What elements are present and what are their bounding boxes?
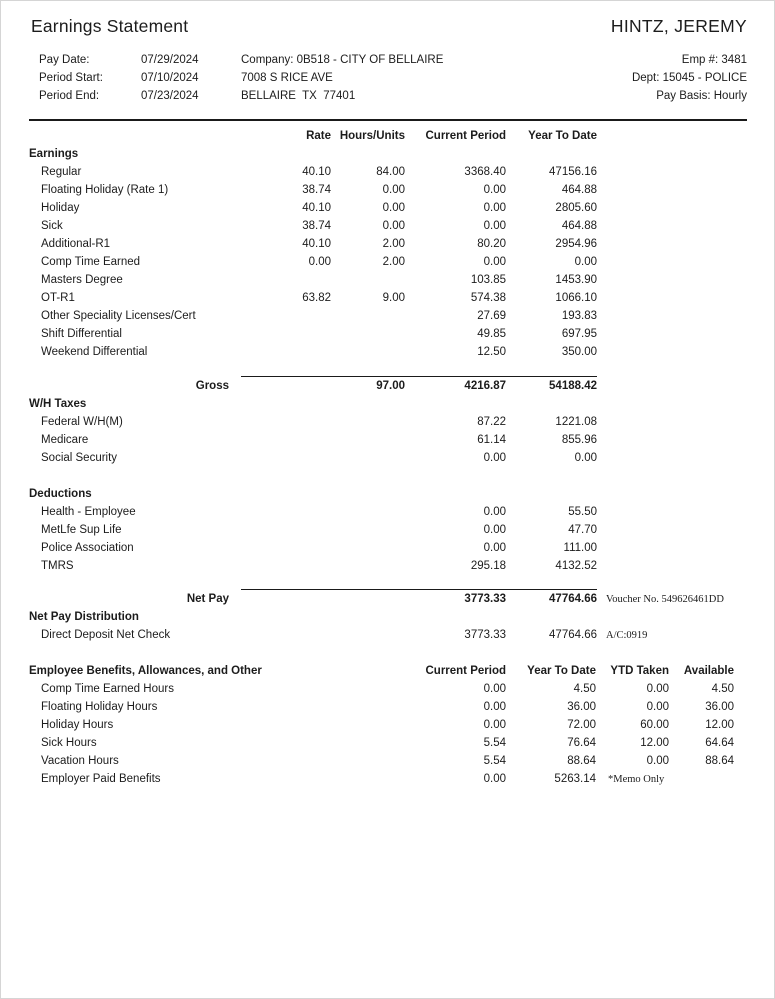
ytd-cell: 0.00 [574,256,597,268]
table-row [29,752,747,770]
hours-cell: 2.00 [382,238,405,250]
ytd-cell: 55.50 [568,506,597,518]
current-cell: 61.14 [477,434,506,446]
earning-label: Regular [41,166,82,178]
rate-cell: 40.10 [302,166,331,178]
deductions-section-label: Deductions [29,488,92,500]
hours-units-header: Hours/Units [339,130,405,142]
ytd-cell: 1066.10 [555,292,597,304]
table-row [29,698,747,716]
current-cell: 574.38 [470,292,506,304]
ytd-cell: 1221.08 [555,416,597,428]
pay-date-row [39,51,241,69]
benefit-label: Comp Time Earned Hours [41,683,174,695]
column-header-row [29,127,747,145]
deduction-label: TMRS [41,560,74,572]
hours-cell: 2.00 [382,256,405,268]
ytd-cell: 697.95 [561,328,597,340]
year-to-date-header: Year To Date [528,130,597,142]
table-row [29,343,747,361]
earning-label: Masters Degree [41,274,123,286]
employee-name: HINTZ, JEREMY [610,16,747,36]
table-row [29,539,747,557]
benefits-current-period-header: Current Period [425,665,506,677]
net-pay-distribution-label: Net Pay Distribution [29,611,139,623]
gross-ytd: 54188.42 [549,380,597,392]
taken-cell: 0.00 [646,755,669,767]
rate-cell: 38.74 [302,220,331,232]
current-cell: 3368.40 [464,166,506,178]
earning-label: Additional-R1 [41,238,111,250]
current-cell: 49.85 [477,328,506,340]
account-number: A/C:0919 [606,629,648,641]
earning-label: Holiday [41,202,80,214]
ytd-cell: 5263.14 [554,773,596,785]
table-row [29,449,747,467]
benefits-section-label: Employee Benefits, Allowances, and Other [29,665,262,677]
earning-label: OT-R1 [41,292,75,304]
earnings-section-label: Earnings [29,148,79,160]
table-row [29,734,747,752]
taken-cell: 12.00 [640,737,669,749]
pay-date-value: 07/29/2024 [141,54,199,66]
available-cell: 4.50 [711,683,734,695]
table-row [29,235,747,253]
current-cell: 5.54 [483,737,506,749]
gross-total-row [29,377,747,395]
table-row [29,680,747,698]
current-cell: 0.00 [483,683,506,695]
gross-current: 4216.87 [464,380,506,392]
current-cell: 0.00 [483,506,506,518]
voucher-number: Voucher No. 549626461DD [606,593,724,605]
benefit-label: Sick Hours [41,737,97,749]
table-row [29,253,747,271]
earnings-section-header [29,145,747,163]
ytd-cell: 0.00 [574,452,597,464]
current-cell: 12.50 [477,346,506,358]
benefit-label: Employer Paid Benefits [41,773,161,785]
rate-cell: 0.00 [308,256,331,268]
rate-header: Rate [306,130,331,142]
ytd-cell: 111.00 [563,542,597,554]
current-cell: 0.00 [483,220,506,232]
memo-only-note: *Memo Only [608,773,665,785]
document-header [1,1,774,37]
period-end-row [39,87,241,105]
company-line: Company: 0B518 - CITY OF BELLAIRE [241,54,444,66]
rate-cell: 63.82 [302,292,331,304]
ytd-cell: 350.00 [561,346,597,358]
period-start-row [39,69,241,87]
page-title: Earnings Statement [31,16,189,36]
net-pay-ytd: 47764.66 [549,593,597,605]
available-cell: 36.00 [705,701,734,713]
current-cell: 80.20 [477,238,506,250]
period-start-label: Period Start: [39,72,103,84]
tax-label: Social Security [41,452,118,464]
ytd-cell: 4132.52 [555,560,597,572]
table-row [29,163,747,181]
pay-date-label: Pay Date: [39,54,90,66]
earning-label: Weekend Differential [41,346,148,358]
pay-detail-table [29,127,747,788]
hours-cell: 0.00 [382,220,405,232]
benefit-label: Holiday Hours [41,719,114,731]
ytd-cell: 4.50 [573,683,596,695]
benefits-year-to-date-header: Year To Date [527,665,596,677]
current-cell: 0.00 [483,773,506,785]
rate-cell: 40.10 [302,202,331,214]
earning-label: Sick [41,220,63,232]
benefit-label: Floating Holiday Hours [41,701,158,713]
current-cell: 0.00 [483,701,506,713]
earning-label: Floating Holiday (Rate 1) [41,184,169,196]
table-row [29,199,747,217]
ytd-cell: 464.88 [561,220,597,232]
current-cell: 3773.33 [464,629,506,641]
net-pay-distribution-header [29,608,747,626]
taxes-section-label: W/H Taxes [29,398,87,410]
available-cell: 88.64 [705,755,734,767]
ytd-cell: 47.70 [568,524,597,536]
benefit-label: Vacation Hours [41,755,119,767]
period-end-label: Period End: [39,90,100,102]
emp-number: Emp #: 3481 [681,54,747,66]
pay-info-block [1,51,774,105]
table-row [29,557,747,575]
current-cell: 0.00 [483,184,506,196]
current-cell: 0.00 [483,719,506,731]
net-pay-row [29,590,747,608]
pay-dates-column [39,51,241,105]
table-row [29,521,747,539]
gross-hours: 97.00 [376,380,405,392]
current-cell: 87.22 [477,416,506,428]
table-row [29,271,747,289]
rate-cell: 38.74 [302,184,331,196]
net-pay-current: 3773.33 [464,593,506,605]
earning-label: Comp Time Earned [41,256,141,268]
deduction-label: Health - Employee [41,506,136,518]
benefits-available-header: Available [683,665,734,677]
table-row [29,325,747,343]
current-period-header: Current Period [425,130,506,142]
table-row [29,716,747,734]
table-row [29,307,747,325]
period-start-value: 07/10/2024 [141,72,199,84]
current-cell: 0.00 [483,202,506,214]
table-row [29,217,747,235]
employee-meta-column [632,51,747,105]
table-row [29,181,747,199]
earning-label: Shift Differential [41,328,122,340]
ytd-cell: 36.00 [567,701,596,713]
current-cell: 0.00 [483,542,506,554]
company-city: BELLAIRE TX 77401 [241,90,356,102]
current-cell: 5.54 [483,755,506,767]
benefits-header-row [29,662,747,680]
taken-cell: 0.00 [646,683,669,695]
rate-cell: 40.10 [302,238,331,250]
ytd-cell: 2805.60 [555,202,597,214]
ytd-cell: 193.83 [561,310,597,322]
current-cell: 27.69 [477,310,506,322]
net-pay-label: Net Pay [186,593,229,605]
current-cell: 0.00 [483,256,506,268]
available-cell: 12.00 [705,719,734,731]
period-end-value: 07/23/2024 [141,90,199,102]
table-row [29,431,747,449]
ytd-cell: 2954.96 [555,238,597,250]
deduction-label: Police Association [41,542,134,554]
deduction-label: MetLfe Sup Life [41,524,122,536]
ytd-cell: 464.88 [561,184,597,196]
company-address-column [241,51,541,105]
hours-cell: 0.00 [382,202,405,214]
current-cell: 103.85 [470,274,506,286]
ytd-cell: 76.64 [567,737,596,749]
company-street: 7008 S RICE AVE [241,72,333,84]
ytd-cell: 47764.66 [549,629,597,641]
department: Dept: 15045 - POLICE [631,72,747,84]
deductions-section-header [29,485,747,503]
hours-cell: 84.00 [376,166,405,178]
table-row [29,413,747,431]
tax-label: Medicare [41,434,89,446]
ytd-cell: 47156.16 [549,166,597,178]
current-cell: 295.18 [470,560,506,572]
ytd-cell: 855.96 [561,434,597,446]
table-row [29,289,747,307]
ytd-cell: 1453.90 [555,274,597,286]
taken-cell: 60.00 [640,719,669,731]
current-cell: 0.00 [483,452,506,464]
header-rule [29,119,747,121]
hours-cell: 9.00 [382,292,405,304]
taxes-section-header [29,395,747,413]
tax-label: Federal W/H(M) [41,416,123,428]
distribution-label: Direct Deposit Net Check [41,629,171,641]
ytd-cell: 72.00 [567,719,596,731]
gross-label: Gross [195,380,229,392]
taken-cell: 0.00 [646,701,669,713]
current-cell: 0.00 [483,524,506,536]
available-cell: 64.64 [705,737,734,749]
earning-label: Other Speciality Licenses/Cert [41,310,196,322]
pay-basis: Pay Basis: Hourly [656,90,747,102]
table-row [29,770,747,788]
hours-cell: 0.00 [382,184,405,196]
ytd-cell: 88.64 [567,755,596,767]
table-row [29,626,747,644]
table-row [29,503,747,521]
benefits-ytd-taken-header: YTD Taken [610,665,669,677]
